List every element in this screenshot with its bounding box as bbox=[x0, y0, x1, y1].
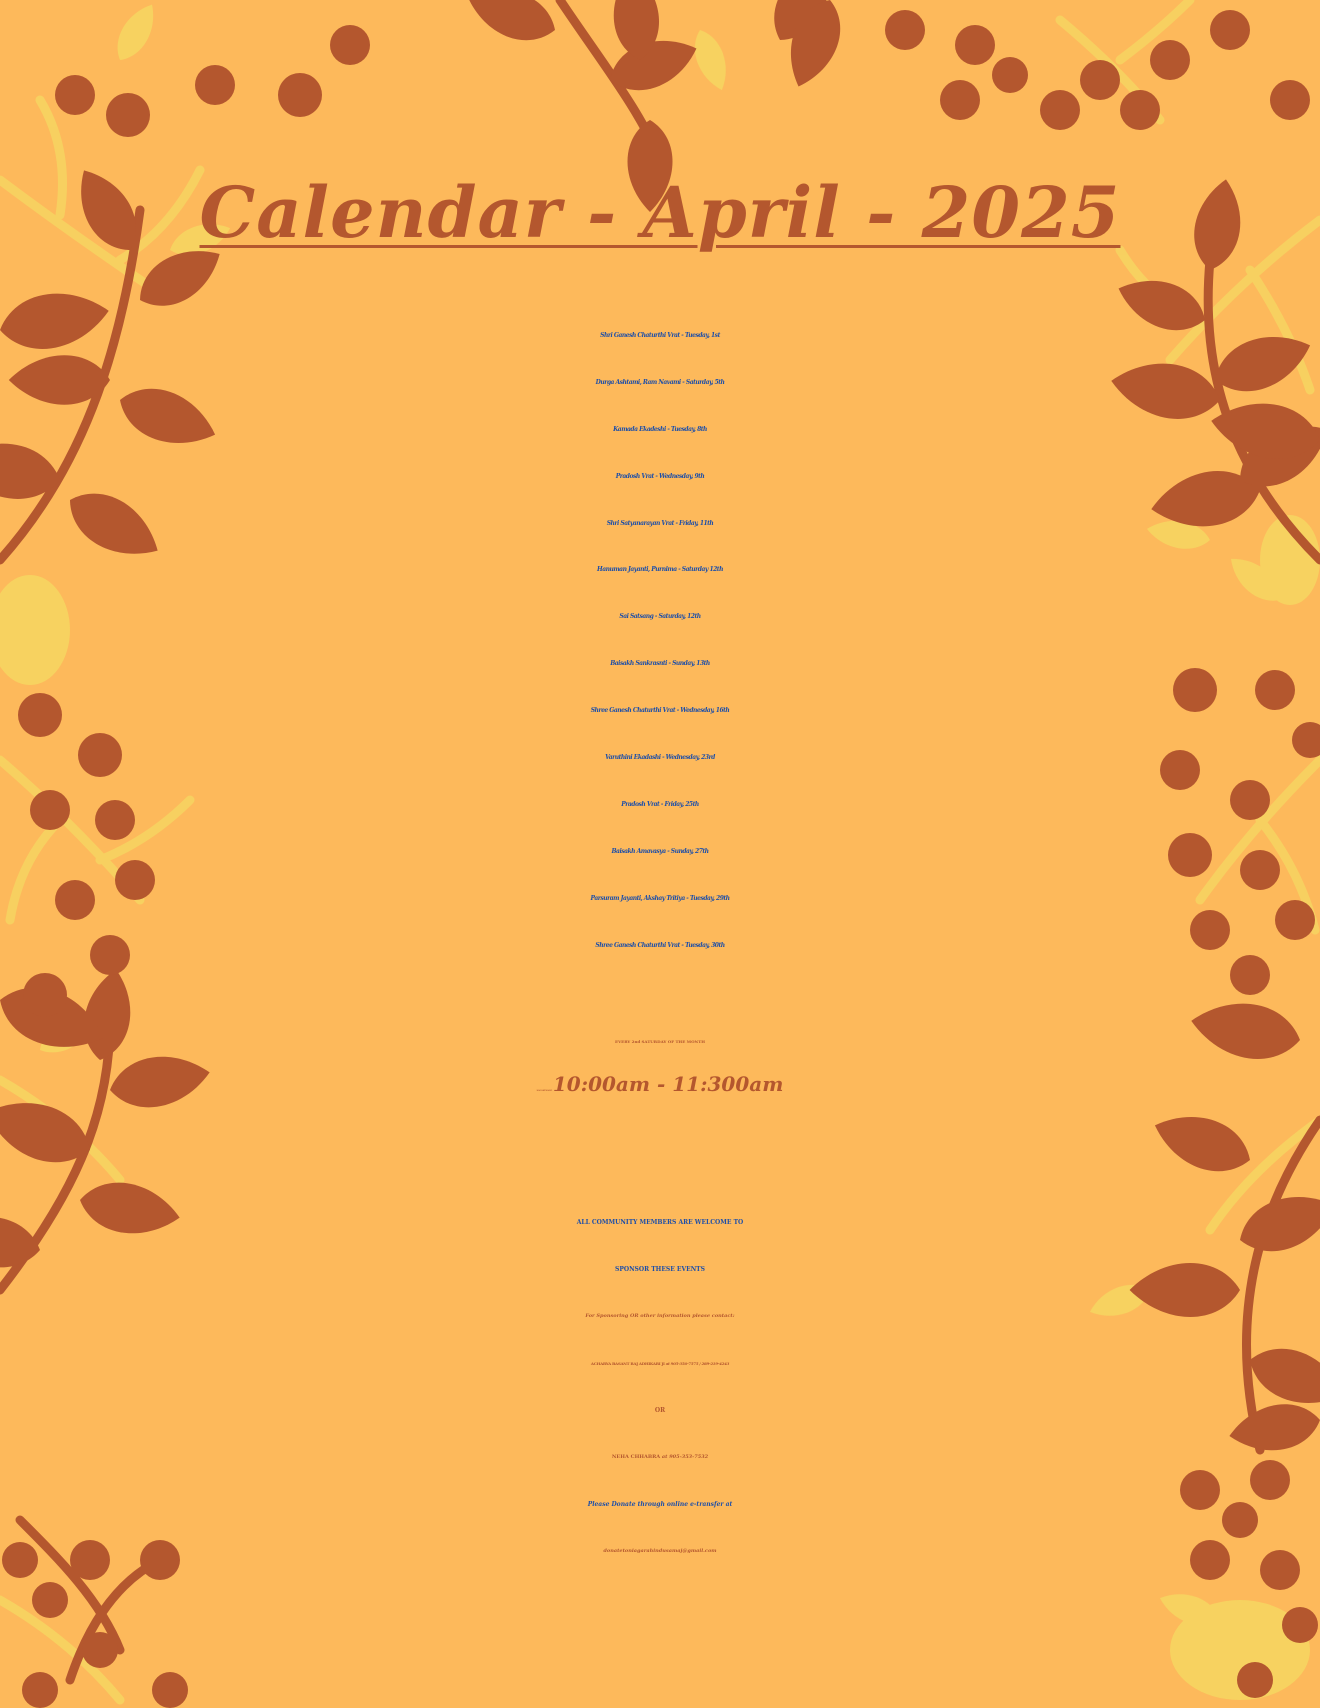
event-item: Kamada Ekadeshi - Tuesday, 8th bbox=[613, 425, 707, 433]
event-item: Pradosh Vrat - Friday, 25th bbox=[621, 800, 699, 808]
contact-or: OR bbox=[654, 1407, 666, 1414]
satsang-time-line bbox=[0, 1064, 1320, 1111]
event-item: Shree Ganesh Chaturthi Vrat - Tuesday, 30th bbox=[595, 941, 725, 949]
contact-person-2-phone: at 905-353-7532 bbox=[661, 1454, 709, 1460]
donate-email[interactable]: donatetoniagarahindusamaj@gmail.com bbox=[603, 1548, 717, 1554]
satsang-schedule-line: EVERY 2nd SATURDAY OF THE MONTH bbox=[615, 1039, 705, 1044]
event-item: Shri Satyanarayan Vrat - Friday, 11th bbox=[606, 519, 714, 527]
contact-person-1 bbox=[0, 1340, 1320, 1387]
donate-instruction: Please Donate through online e-transfer at bbox=[587, 1501, 733, 1508]
welcome-line-2: SPONSOR THESE EVENTS bbox=[615, 1266, 705, 1273]
event-item: Varuthini Ekadashi - Wednesday, 23rd bbox=[605, 754, 715, 762]
event-item: Parsuram Jayanti, Akshay Tritiya - Tuesday, 29th bbox=[590, 894, 730, 902]
event-item: Hanuman Jayanti, Purnima - Saturday 12th bbox=[597, 566, 723, 574]
event-item: Baisakh Amavasya - Sunday, 27th bbox=[611, 847, 709, 855]
satsang-time: 10:00am - 11:300am bbox=[552, 1072, 784, 1096]
contact-intro: For Sponsoring OR other information please contact: bbox=[585, 1313, 735, 1319]
contact-person-1-name: ACHARYA BASANT RAJ ADHIKARI JI bbox=[590, 1361, 665, 1366]
event-item: Baisakh Sankrasnti - Sunday, 13th bbox=[610, 660, 710, 668]
event-item: Durga Ashtami, Ram Navami - Saturday, 5th bbox=[595, 378, 725, 386]
page-title: Calendar - April - 2025 bbox=[199, 171, 1121, 254]
contact-person-2 bbox=[0, 1434, 1320, 1481]
contact-person-2-name: NEHA CHHABRA bbox=[611, 1454, 661, 1460]
welcome-line-1: ALL COMMUNITY MEMBERS ARE WELCOME TO bbox=[576, 1219, 744, 1226]
event-item: Pradosh Vrat - Wednesday, 9th bbox=[615, 472, 705, 480]
event-item: Shri Ganesh Chaturthi Vrat - Tuesday, 1st bbox=[600, 332, 720, 339]
event-item: Sai Satsang - Saturday, 12th bbox=[619, 613, 701, 621]
contact-person-1-phone: at 905-356-7575 / 289-219-4243 bbox=[665, 1361, 730, 1366]
event-list bbox=[0, 313, 1320, 969]
event-item: Shree Ganesh Chaturthi Vrat - Wednesday, 16th bbox=[590, 707, 730, 715]
satsang-label: SAI SATSANG bbox=[536, 1090, 553, 1092]
